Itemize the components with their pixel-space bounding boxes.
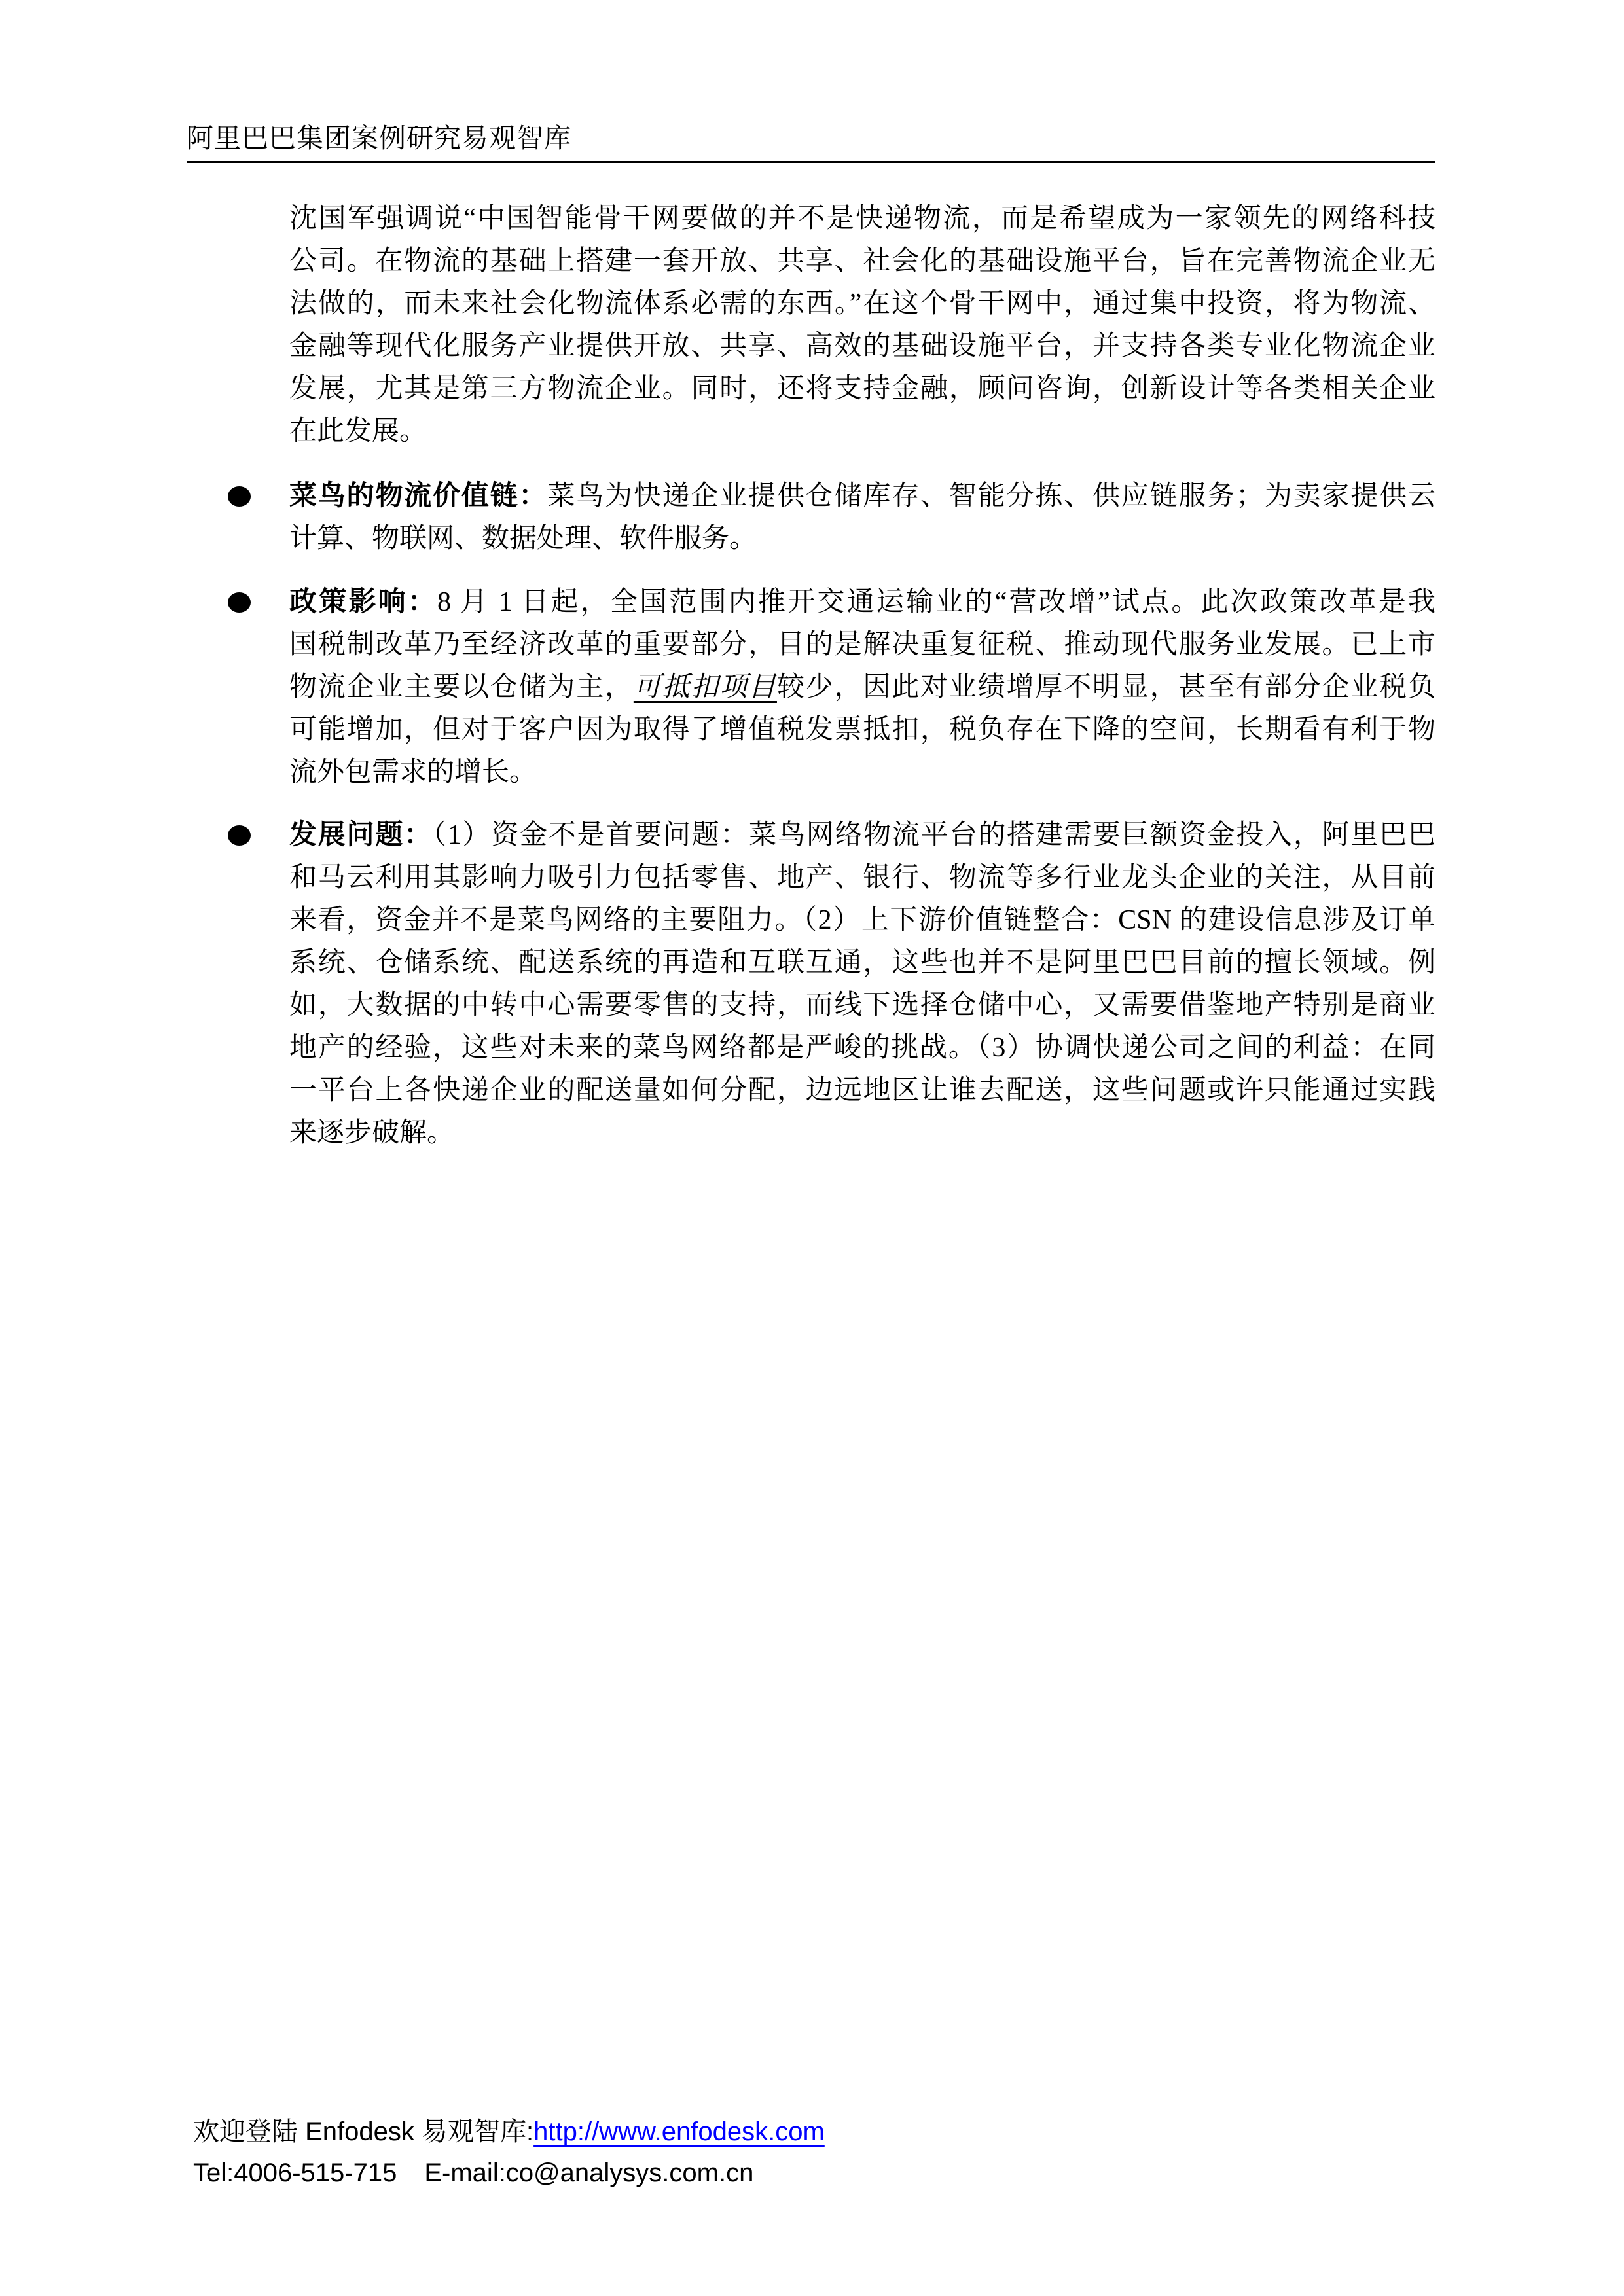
bullet-label: 菜鸟的物流价值链： [289,481,548,511]
paragraph-line: 在此发展。 [289,416,427,446]
paragraph-line: 可能增加，但对于客户因为取得了增值税发票抵扣，税负存在下降的空间，长期看有利于物 [289,715,1435,745]
paragraph-line: 法做的，而未来社会化物流体系必需的东西。”在这个骨干网中，通过集中投资，将为物流、 [289,289,1435,319]
paragraph-line: 公司。在物流的基础上搭建一套开放、共享、社会化的基础设施平台，旨在完善物流企业无 [289,246,1435,276]
paragraph-line [289,666,1435,709]
bullet-dot-icon [228,825,251,846]
paragraph-line: 计算、物联网、数据处理、软件服务。 [289,524,757,554]
paragraph-line: 系统、仓储系统、配送系统的再造和互联互通，这些也并不是阿里巴巴目前的擅长领域。例 [289,948,1435,978]
bullet-text [289,814,1435,1155]
header-rule [187,161,1435,163]
paragraph-line: 和马云利用其影响力吸引力包括零售、地产、银行、物流等多行业龙头企业的关注，从目前 [289,863,1435,893]
paragraph-line: 国税制改革乃至经济改革的重要部分，目的是解决重复征税、推动现代服务业发展。已上市 [289,630,1435,660]
paragraph-line: 一平台上各快递企业的配送量如何分配，边远地区让谁去配送，这些问题或许只能通过实践 [289,1075,1435,1105]
bullet-label: 发展问题： [289,820,433,850]
footer-welcome-text: 欢迎登陆 Enfodesk 易观智库: [193,2117,534,2146]
footer-contact-line [193,2153,825,2194]
deductible-items-emphasis: 可抵扣项目 [633,672,777,702]
bullet-dot-icon [228,486,251,507]
bullet-item-logistics-value-chain [228,475,1435,560]
bullet-text [289,475,1435,560]
bullet-dot-icon [228,592,251,613]
header-title: 阿里巴巴集团案例研究易观智库 [187,123,571,153]
footer-welcome-line [193,2111,825,2153]
paragraph-line: 沈国军强调说“中国智能骨干网要做的并不是快递物流，而是希望成为一家领先的网络科技 [289,204,1435,234]
page-footer [193,2111,825,2194]
paragraph-line [289,475,1435,518]
paragraph-line: 流外包需求的增长。 [289,757,537,787]
footer-email: E-mail:co@analysys.com.cn [424,2159,754,2187]
bullet-text [289,581,1435,794]
paragraph-line: 来看，资金并不是菜鸟网络的主要阻力。（2）上下游价值链整合：CSN 的建设信息涉及订单 [289,905,1435,935]
paragraph-line: 金融等现代化服务产业提供开放、共享、高效的基础设施平台，并支持各类专业化物流企业 [289,331,1435,361]
paragraph-line: 发展，尤其是第三方物流企业。同时，还将支持金融，顾问咨询，创新设计等各类相关企业 [289,374,1435,404]
enfodesk-link[interactable]: http://www.enfodesk.com [533,2117,825,2146]
footer-tel: Tel:4006-515-715 [193,2159,397,2187]
paragraph-line [289,814,1435,857]
paragraph-line: 来逐步破解。 [289,1118,455,1148]
bullet-line-text: 较少，因此对业绩增厚不明显，甚至有部分企业税负 [776,672,1435,702]
bullet-line-text: 菜鸟为快递企业提供仓储库存、智能分拣、供应链服务；为卖家提供云 [547,481,1435,511]
bullet-item-development-issues [228,814,1435,1155]
bullet-line-text: 8 月 1 日起，全国范围内推开交通运输业的“营改增”试点。此次政策改革是我 [437,587,1435,617]
bullet-line-text: 物流企业主要以仓储为主， [289,672,634,702]
paragraph-line [289,581,1435,624]
bullet-label: 政策影响： [289,587,438,617]
intro-paragraph [289,198,1435,453]
bullet-line-text: （1）资金不是首要问题：菜鸟网络物流平台的搭建需要巨额资金投入，阿里巴巴 [432,820,1435,850]
paragraph-line: 地产的经验，这些对未来的菜鸟网络都是严峻的挑战。（3）协调快递公司之间的利益：在同 [289,1033,1435,1063]
bullet-item-policy-impact [228,581,1435,794]
paragraph-line: 如，大数据的中转中心需要零售的支持，而线下选择仓储中心，又需要借鉴地产特别是商业 [289,990,1435,1020]
